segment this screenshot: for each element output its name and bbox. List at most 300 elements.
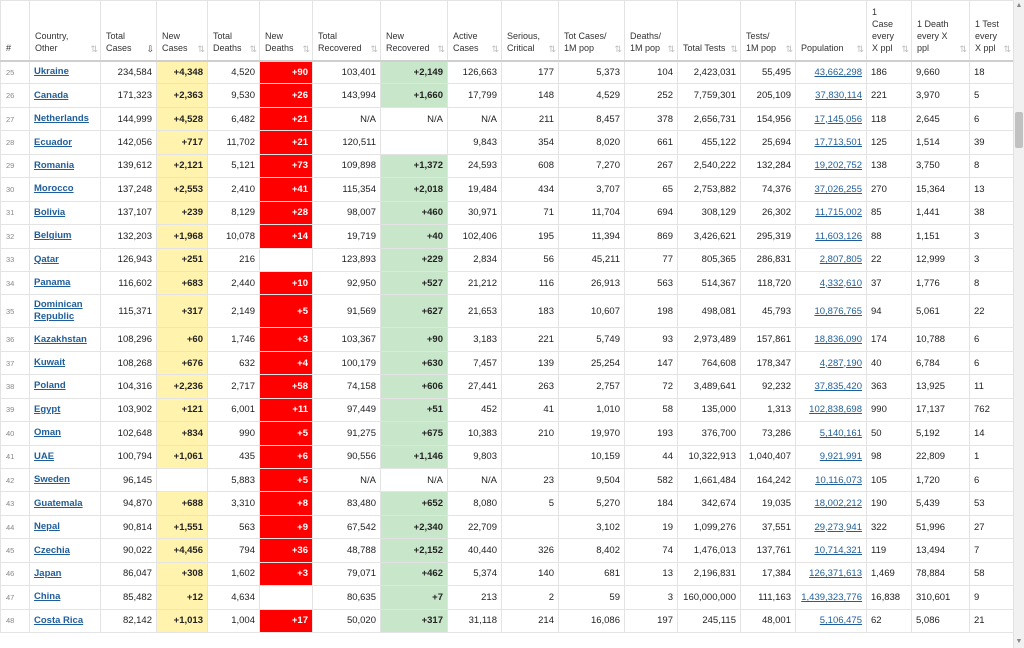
cell-new-cases: +688 <box>157 492 208 515</box>
cell-new-recovered: N/A <box>381 107 448 130</box>
cell-new-cases: +317 <box>157 295 208 328</box>
cell-case-every-x: 221 <box>867 84 912 107</box>
column-header-population[interactable] <box>796 1 867 61</box>
cell-serious-critical: 5 <box>502 492 559 515</box>
country-link[interactable]: Ecuador <box>34 136 73 148</box>
sort-arrows-icon[interactable]: ⇅ <box>856 43 863 54</box>
column-header-new-recovered[interactable] <box>381 1 448 61</box>
cell-new-deaths <box>260 248 313 271</box>
sort-arrows-icon[interactable]: ⇅ <box>302 43 309 54</box>
column-header-label: Tests/ 1M pop <box>746 30 777 53</box>
cell-active-cases: 24,593 <box>448 154 502 177</box>
cell-total-cases: 115,371 <box>101 295 157 328</box>
population-link[interactable]: 29,273,941 <box>814 521 862 533</box>
population-link[interactable]: 43,662,298 <box>814 66 862 78</box>
cell-total-recovered: 100,179 <box>313 351 381 374</box>
country-link[interactable]: Canada <box>34 89 69 101</box>
country-link[interactable]: UAE <box>34 450 55 462</box>
cell-total-deaths: 216 <box>208 248 260 271</box>
cell-case-every-x: 190 <box>867 492 912 515</box>
cell-tests-per-1m: 17,384 <box>741 562 796 585</box>
cell-population <box>796 586 867 609</box>
cell-test-every-x: 11 <box>970 375 1014 398</box>
country-link[interactable]: Oman <box>34 427 61 439</box>
column-header-label: 1 Test every X ppl <box>975 18 999 53</box>
country-link[interactable]: Morocco <box>34 183 74 195</box>
cell-total-recovered: 83,480 <box>313 492 381 515</box>
cell-total-deaths: 4,634 <box>208 586 260 609</box>
population-link[interactable]: 37,026,255 <box>814 183 862 195</box>
population-link[interactable]: 19,202,752 <box>814 160 862 172</box>
cell-new-deaths: +6 <box>260 445 313 468</box>
cell-active-cases: 7,457 <box>448 351 502 374</box>
cell-deaths-per-1m: 661 <box>625 131 678 154</box>
column-header-label: Population <box>801 42 844 53</box>
cell-serious-critical <box>502 445 559 468</box>
cell-rank: 26 <box>1 84 30 107</box>
cell-cases-per-1m: 2,757 <box>559 375 625 398</box>
cell-death-every-x: 51,996 <box>912 515 970 538</box>
cell-total-cases: 85,482 <box>101 586 157 609</box>
table-row <box>1 201 1014 224</box>
cell-new-recovered: +627 <box>381 295 448 328</box>
country-link[interactable]: Bolivia <box>34 206 66 218</box>
cell-serious-critical: 71 <box>502 201 559 224</box>
cell-country <box>30 375 101 398</box>
cell-total-cases: 116,602 <box>101 271 157 294</box>
column-header-total-recovered[interactable] <box>313 1 381 61</box>
cell-active-cases: 19,484 <box>448 178 502 201</box>
sort-arrows-icon[interactable]: ⇅ <box>730 43 737 54</box>
cell-total-tests: 3,426,621 <box>678 225 741 248</box>
country-link[interactable]: Kuwait <box>34 357 66 369</box>
country-link[interactable]: Poland <box>34 380 66 392</box>
cell-deaths-per-1m: 72 <box>625 375 678 398</box>
cell-cases-per-1m: 19,970 <box>559 422 625 445</box>
country-link[interactable]: Panama <box>34 277 71 289</box>
cell-total-cases: 108,268 <box>101 351 157 374</box>
cell-deaths-per-1m: 93 <box>625 328 678 351</box>
cell-new-cases: +239 <box>157 201 208 224</box>
sort-arrows-icon[interactable]: ⇅ <box>370 43 377 54</box>
cell-deaths-per-1m: 19 <box>625 515 678 538</box>
cell-cases-per-1m: 7,270 <box>559 154 625 177</box>
cell-country <box>30 469 101 492</box>
table-row <box>1 562 1014 585</box>
cell-total-recovered: 103,367 <box>313 328 381 351</box>
population-link[interactable]: 17,145,056 <box>814 113 862 125</box>
population-link[interactable]: 11,603,126 <box>815 230 862 242</box>
cell-death-every-x: 12,999 <box>912 248 970 271</box>
cell-test-every-x: 21 <box>970 609 1014 632</box>
cell-country <box>30 422 101 445</box>
scroll-down-arrow-icon[interactable]: ▼ <box>1015 638 1023 645</box>
cell-total-tests: 2,656,731 <box>678 107 741 130</box>
cell-death-every-x: 2,645 <box>912 107 970 130</box>
country-link[interactable]: Czechia <box>34 544 70 556</box>
cell-test-every-x: 39 <box>970 131 1014 154</box>
country-link[interactable]: Costa Rica <box>34 614 84 626</box>
cell-new-cases: +2,121 <box>157 154 208 177</box>
cell-total-recovered: 91,569 <box>313 295 381 328</box>
population-link[interactable]: 5,140,161 <box>819 427 862 439</box>
cell-new-cases: +1,968 <box>157 225 208 248</box>
population-link[interactable]: 5,106,475 <box>819 615 862 627</box>
cell-deaths-per-1m: 197 <box>625 609 678 632</box>
cell-death-every-x: 1,776 <box>912 271 970 294</box>
column-header-new-cases[interactable] <box>157 1 208 61</box>
cell-new-recovered: +675 <box>381 422 448 445</box>
column-header-1-case-every-x-ppl[interactable] <box>867 1 912 61</box>
cell-serious-critical: 608 <box>502 154 559 177</box>
column-header-label: New Deaths <box>265 30 294 53</box>
sort-arrows-icon[interactable]: ⇅ <box>90 43 97 54</box>
cell-cases-per-1m: 5,749 <box>559 328 625 351</box>
cell-population <box>796 248 867 271</box>
cell-death-every-x: 6,784 <box>912 351 970 374</box>
cell-serious-critical: 210 <box>502 422 559 445</box>
cell-case-every-x: 98 <box>867 445 912 468</box>
cell-population <box>796 422 867 445</box>
cell-deaths-per-1m: 582 <box>625 469 678 492</box>
cell-new-recovered: +652 <box>381 492 448 515</box>
cell-new-deaths: +8 <box>260 492 313 515</box>
cell-rank: 42 <box>1 469 30 492</box>
cell-population <box>796 515 867 538</box>
cell-new-cases: +60 <box>157 328 208 351</box>
cell-total-deaths: 632 <box>208 351 260 374</box>
cell-test-every-x: 8 <box>970 271 1014 294</box>
cell-case-every-x: 125 <box>867 131 912 154</box>
cell-total-deaths: 6,482 <box>208 107 260 130</box>
country-link[interactable]: Qatar <box>34 253 59 265</box>
cell-country <box>30 248 101 271</box>
column-header-label: # <box>6 42 12 53</box>
cell-total-tests: 514,367 <box>678 271 741 294</box>
population-link[interactable]: 10,876,765 <box>814 305 862 317</box>
population-link[interactable]: 18,836,090 <box>814 334 862 346</box>
cell-rank: 44 <box>1 515 30 538</box>
sort-arrows-icon[interactable]: ⇅ <box>548 43 555 54</box>
cell-new-cases: +251 <box>157 248 208 271</box>
country-link[interactable]: Japan <box>34 567 62 579</box>
cell-case-every-x: 16,838 <box>867 586 912 609</box>
cell-case-every-x: 990 <box>867 398 912 421</box>
cell-cases-per-1m: 3,102 <box>559 515 625 538</box>
population-link[interactable]: 1,439,323,776 <box>801 591 862 603</box>
cell-case-every-x: 363 <box>867 375 912 398</box>
column-header-label: Active Cases <box>453 30 479 53</box>
cell-serious-critical: 434 <box>502 178 559 201</box>
cell-population <box>796 201 867 224</box>
country-link[interactable]: Romania <box>34 159 75 171</box>
population-link[interactable]: 126,371,613 <box>809 568 862 580</box>
cell-country <box>30 492 101 515</box>
country-link[interactable]: Egypt <box>34 403 61 415</box>
cell-case-every-x: 62 <box>867 609 912 632</box>
population-link[interactable]: 37,830,114 <box>815 90 862 102</box>
table-row <box>1 609 1014 632</box>
cell-active-cases: 452 <box>448 398 502 421</box>
cell-total-deaths: 1,602 <box>208 562 260 585</box>
cell-total-deaths: 2,149 <box>208 295 260 328</box>
cell-total-recovered: 50,020 <box>313 609 381 632</box>
country-link[interactable]: Dominican Republic <box>34 299 83 323</box>
cell-new-cases: +683 <box>157 271 208 294</box>
sort-arrows-icon[interactable]: ⇅ <box>197 43 204 54</box>
sort-arrows-icon[interactable]: ⇅ <box>901 43 908 54</box>
cell-country <box>30 154 101 177</box>
scrollbar-thumb[interactable] <box>1015 112 1023 148</box>
cell-test-every-x: 9 <box>970 586 1014 609</box>
cell-new-deaths: +9 <box>260 515 313 538</box>
cell-test-every-x: 27 <box>970 515 1014 538</box>
cell-total-recovered: 103,401 <box>313 61 381 84</box>
cell-new-deaths: +14 <box>260 225 313 248</box>
column-header-active-cases[interactable] <box>448 1 502 61</box>
cell-total-recovered: 115,354 <box>313 178 381 201</box>
cell-case-every-x: 1,469 <box>867 562 912 585</box>
table-row <box>1 107 1014 130</box>
country-link[interactable]: Belgium <box>34 230 72 242</box>
cell-cases-per-1m: 16,086 <box>559 609 625 632</box>
cell-new-recovered: +462 <box>381 562 448 585</box>
column-header-country-other[interactable] <box>30 1 101 61</box>
cell-case-every-x: 85 <box>867 201 912 224</box>
sort-arrows-icon[interactable]: ⇅ <box>437 43 444 54</box>
cell-total-recovered: 90,556 <box>313 445 381 468</box>
cell-active-cases: 2,834 <box>448 248 502 271</box>
population-link[interactable]: 11,715,002 <box>815 207 862 219</box>
cell-active-cases: 17,799 <box>448 84 502 107</box>
cell-total-recovered: N/A <box>313 469 381 492</box>
column-header-deaths-1m-pop[interactable] <box>625 1 678 61</box>
population-link[interactable]: 9,921,991 <box>819 451 862 463</box>
cell-cases-per-1m: 3,707 <box>559 178 625 201</box>
population-link[interactable]: 4,287,190 <box>819 357 862 369</box>
cell-case-every-x: 118 <box>867 107 912 130</box>
sort-arrows-icon[interactable]: ⇅ <box>614 43 621 54</box>
cell-total-deaths: 4,520 <box>208 61 260 84</box>
sort-arrows-icon[interactable]: ⇅ <box>249 43 256 54</box>
column-header-tests-1m-pop[interactable] <box>741 1 796 61</box>
cell-total-deaths: 9,530 <box>208 84 260 107</box>
cell-total-tests: 2,753,882 <box>678 178 741 201</box>
cell-country <box>30 539 101 562</box>
country-link[interactable]: China <box>34 591 61 603</box>
cell-tests-per-1m: 178,347 <box>741 351 796 374</box>
cell-country <box>30 515 101 538</box>
cell-total-cases: 171,323 <box>101 84 157 107</box>
cell-case-every-x: 138 <box>867 154 912 177</box>
column-header-1-death-every-x-ppl[interactable] <box>912 1 970 61</box>
cell-total-tests: 3,489,641 <box>678 375 741 398</box>
cell-new-recovered: N/A <box>381 469 448 492</box>
cell-total-cases: 100,794 <box>101 445 157 468</box>
cell-serious-critical: 211 <box>502 107 559 130</box>
column-header-label: Total Deaths <box>213 30 242 53</box>
cell-test-every-x: 38 <box>970 201 1014 224</box>
cell-new-deaths: +28 <box>260 201 313 224</box>
cell-total-deaths: 435 <box>208 445 260 468</box>
cell-new-deaths: +73 <box>260 154 313 177</box>
cell-active-cases: 213 <box>448 586 502 609</box>
column-header-serious-critical[interactable] <box>502 1 559 61</box>
cell-total-tests: 764,608 <box>678 351 741 374</box>
cell-deaths-per-1m: 104 <box>625 61 678 84</box>
cell-tests-per-1m: 132,284 <box>741 154 796 177</box>
cell-deaths-per-1m: 184 <box>625 492 678 515</box>
cell-active-cases: 5,374 <box>448 562 502 585</box>
country-link[interactable]: Guatemala <box>34 497 83 509</box>
column-header-total-cases[interactable] <box>101 1 157 61</box>
cell-new-cases <box>157 469 208 492</box>
cell-cases-per-1m: 45,211 <box>559 248 625 271</box>
vertical-scrollbar[interactable] <box>1013 0 1024 648</box>
population-link[interactable]: 18,002,212 <box>814 498 862 510</box>
cell-total-tests: 342,674 <box>678 492 741 515</box>
sort-arrows-icon[interactable]: ⇩ <box>146 43 153 54</box>
cell-new-deaths: +3 <box>260 562 313 585</box>
column-header-total-deaths[interactable] <box>208 1 260 61</box>
cell-country <box>30 84 101 107</box>
cell-death-every-x: 5,061 <box>912 295 970 328</box>
cell-total-recovered: 120,511 <box>313 131 381 154</box>
cell-total-deaths: 2,410 <box>208 178 260 201</box>
column-header-1-test-every-x-ppl[interactable] <box>970 1 1014 61</box>
column-header-label: Serious, Critical <box>507 30 541 53</box>
cell-new-recovered: +2,018 <box>381 178 448 201</box>
cell-new-cases: +4,528 <box>157 107 208 130</box>
population-link[interactable]: 37,835,420 <box>814 380 862 392</box>
cell-deaths-per-1m: 3 <box>625 586 678 609</box>
cell-rank: 45 <box>1 539 30 562</box>
table-row <box>1 351 1014 374</box>
column-header-label: New Cases <box>162 30 188 53</box>
cell-rank: 32 <box>1 225 30 248</box>
cell-population <box>796 131 867 154</box>
cell-tests-per-1m: 295,319 <box>741 225 796 248</box>
table-header <box>1 1 1014 61</box>
cell-population <box>796 445 867 468</box>
cell-deaths-per-1m: 147 <box>625 351 678 374</box>
cell-new-cases: +1,551 <box>157 515 208 538</box>
cell-cases-per-1m: 8,457 <box>559 107 625 130</box>
cell-total-deaths: 990 <box>208 422 260 445</box>
population-link[interactable]: 10,116,073 <box>815 474 862 486</box>
table-row <box>1 492 1014 515</box>
cell-active-cases: 9,803 <box>448 445 502 468</box>
cell-new-recovered: +317 <box>381 609 448 632</box>
cell-death-every-x: 15,364 <box>912 178 970 201</box>
cell-serious-critical: 326 <box>502 539 559 562</box>
cell-death-every-x: 1,514 <box>912 131 970 154</box>
country-link[interactable]: Nepal <box>34 521 60 533</box>
cell-new-cases: +717 <box>157 131 208 154</box>
cell-active-cases: 31,118 <box>448 609 502 632</box>
cell-case-every-x: 105 <box>867 469 912 492</box>
population-link[interactable]: 4,332,610 <box>819 277 862 289</box>
cell-cases-per-1m: 4,529 <box>559 84 625 107</box>
cell-serious-critical <box>502 515 559 538</box>
cell-deaths-per-1m: 869 <box>625 225 678 248</box>
country-link[interactable]: Sweden <box>34 474 70 486</box>
cell-death-every-x: 17,137 <box>912 398 970 421</box>
cell-tests-per-1m: 118,720 <box>741 271 796 294</box>
cell-death-every-x: 310,601 <box>912 586 970 609</box>
country-link[interactable]: Ukraine <box>34 66 69 78</box>
cell-total-cases: 144,999 <box>101 107 157 130</box>
cell-population <box>796 225 867 248</box>
cell-total-cases: 108,296 <box>101 328 157 351</box>
cell-test-every-x: 5 <box>970 84 1014 107</box>
cell-new-cases: +2,363 <box>157 84 208 107</box>
sort-arrows-icon[interactable]: ⇅ <box>959 43 966 54</box>
population-link[interactable]: 17,713,501 <box>814 137 862 149</box>
sort-arrows-icon[interactable]: ⇅ <box>785 43 792 54</box>
cell-total-tests: 135,000 <box>678 398 741 421</box>
column-header-total-tests[interactable] <box>678 1 741 61</box>
cell-death-every-x: 1,151 <box>912 225 970 248</box>
cell-total-cases: 86,047 <box>101 562 157 585</box>
cell-death-every-x: 5,086 <box>912 609 970 632</box>
cell-serious-critical: 148 <box>502 84 559 107</box>
sort-arrows-icon[interactable]: ⇅ <box>491 43 498 54</box>
cell-active-cases: N/A <box>448 107 502 130</box>
cell-case-every-x: 88 <box>867 225 912 248</box>
cell-new-deaths: +90 <box>260 61 313 84</box>
header-row <box>1 1 1014 61</box>
cell-cases-per-1m: 681 <box>559 562 625 585</box>
table-row <box>1 398 1014 421</box>
population-link[interactable]: 10,714,321 <box>814 545 862 557</box>
scroll-up-arrow-icon[interactable]: ▲ <box>1015 2 1023 9</box>
cell-tests-per-1m: 164,242 <box>741 469 796 492</box>
cell-new-cases: +676 <box>157 351 208 374</box>
cell-country <box>30 178 101 201</box>
cell-active-cases: 102,406 <box>448 225 502 248</box>
column-header-tot-cases-1m-pop[interactable] <box>559 1 625 61</box>
cell-population <box>796 178 867 201</box>
cell-country <box>30 107 101 130</box>
cell-population <box>796 271 867 294</box>
cell-new-recovered: +51 <box>381 398 448 421</box>
population-link[interactable]: 2,807,805 <box>819 254 862 266</box>
cell-deaths-per-1m: 563 <box>625 271 678 294</box>
cell-case-every-x: 119 <box>867 539 912 562</box>
population-link[interactable]: 102,838,698 <box>809 404 862 416</box>
cell-total-recovered: 123,893 <box>313 248 381 271</box>
column-header-new-deaths[interactable] <box>260 1 313 61</box>
cell-test-every-x: 762 <box>970 398 1014 421</box>
cell-test-every-x: 3 <box>970 225 1014 248</box>
cell-tests-per-1m: 154,956 <box>741 107 796 130</box>
sort-arrows-icon[interactable]: ⇅ <box>667 43 674 54</box>
cell-tests-per-1m: 37,551 <box>741 515 796 538</box>
cell-total-tests: 2,423,031 <box>678 61 741 84</box>
column-header-rank[interactable] <box>1 1 30 61</box>
column-header-label: 1 Death every X ppl <box>917 18 949 53</box>
country-link[interactable]: Kazakhstan <box>34 333 87 345</box>
cell-rank: 47 <box>1 586 30 609</box>
cell-cases-per-1m: 10,607 <box>559 295 625 328</box>
country-link[interactable]: Netherlands <box>34 113 89 125</box>
cell-serious-critical: 2 <box>502 586 559 609</box>
table-row <box>1 328 1014 351</box>
cell-country <box>30 328 101 351</box>
cell-death-every-x: 13,494 <box>912 539 970 562</box>
sort-arrows-icon[interactable]: ⇅ <box>1003 43 1010 54</box>
